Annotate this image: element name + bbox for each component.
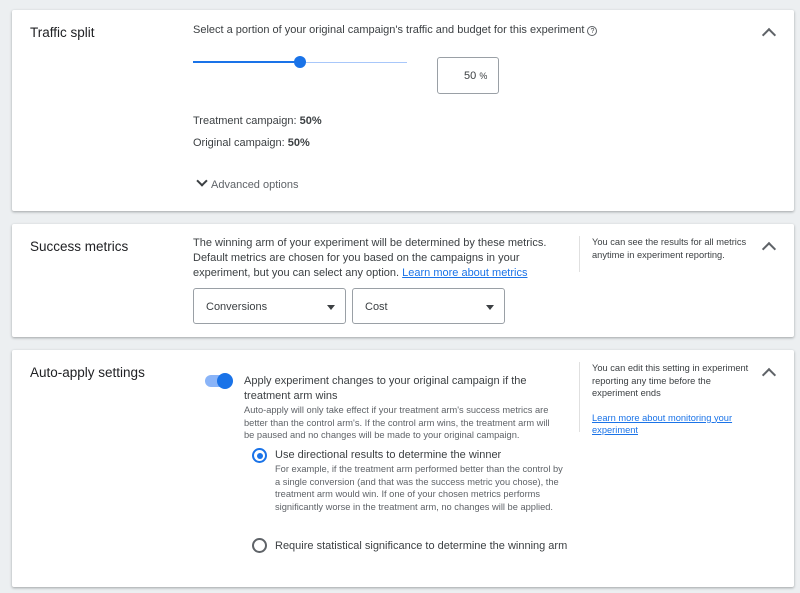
metrics-description: The winning arm of your experiment will be determined by these metrics. Default metrics are chosen for you based on the campaigns in your experiment, but you can select any option. Learn more about metrics [193, 237, 547, 279]
radio-directional[interactable] [252, 448, 267, 463]
auto-apply-side-note [579, 362, 749, 435]
metric-select-1[interactable]: Conversions [193, 288, 346, 324]
dropdown-arrow-icon [486, 305, 494, 310]
section-title: Success metrics [30, 239, 129, 254]
section-title: Auto-apply settings [30, 365, 145, 380]
auto-apply-toggle[interactable] [205, 375, 231, 387]
traffic-split-card [12, 10, 794, 211]
metrics-side-note: You can see the results for all metrics anytime in experiment reporting. [579, 236, 749, 272]
advanced-options-toggle[interactable]: Advanced options [196, 177, 298, 193]
traffic-description: Select a portion of your original campaign's traffic and budget for this experiment ? [193, 23, 597, 38]
collapse-chevron-up-icon[interactable] [762, 242, 776, 256]
radio-statistical[interactable] [252, 538, 267, 553]
collapse-chevron-up-icon[interactable] [762, 28, 776, 42]
help-icon[interactable]: ? [587, 26, 597, 36]
collapse-chevron-up-icon[interactable] [762, 368, 776, 382]
side-note-text: You can edit this setting in experiment reporting any time before the experiment ends [592, 363, 749, 398]
success-metrics-card [12, 224, 794, 337]
learn-more-metrics-link[interactable]: Learn more about metrics [402, 267, 528, 279]
metric-select-2[interactable]: Cost [352, 288, 505, 324]
toggle-help: Auto-apply will only take effect if your treatment arm's success metrics are better than the control arm's. If the control arm wins, the treatment arm will be paused and no changes will be made to your original campaign. [244, 405, 550, 440]
option1-label: Use directional results to determine the winner [275, 449, 502, 461]
section-title: Traffic split [30, 25, 95, 40]
toggle-label: Apply experiment changes to your original campaign if the treatment arm wins [244, 375, 527, 402]
option2-label: Require statistical significance to determine the winning arm [275, 540, 568, 552]
treatment-split: Treatment campaign: 50% [193, 115, 322, 127]
option1-help: For example, if the treatment arm performed better than the control by a single conversion (and that was the success metric you chose), the treatment arm would win. If one of your chosen metrics performs significantly worse in the treatment arm, no changes will be applied. [275, 464, 563, 512]
slider-handle[interactable] [294, 56, 306, 68]
original-split: Original campaign: 50% [193, 137, 310, 149]
auto-apply-card [12, 350, 794, 587]
learn-more-monitoring-link[interactable]: Learn more about monitoring your experiment [592, 412, 733, 435]
traffic-percent-input[interactable]: 50 % [437, 57, 499, 94]
dropdown-arrow-icon [327, 305, 335, 310]
chevron-down-icon [196, 175, 207, 186]
